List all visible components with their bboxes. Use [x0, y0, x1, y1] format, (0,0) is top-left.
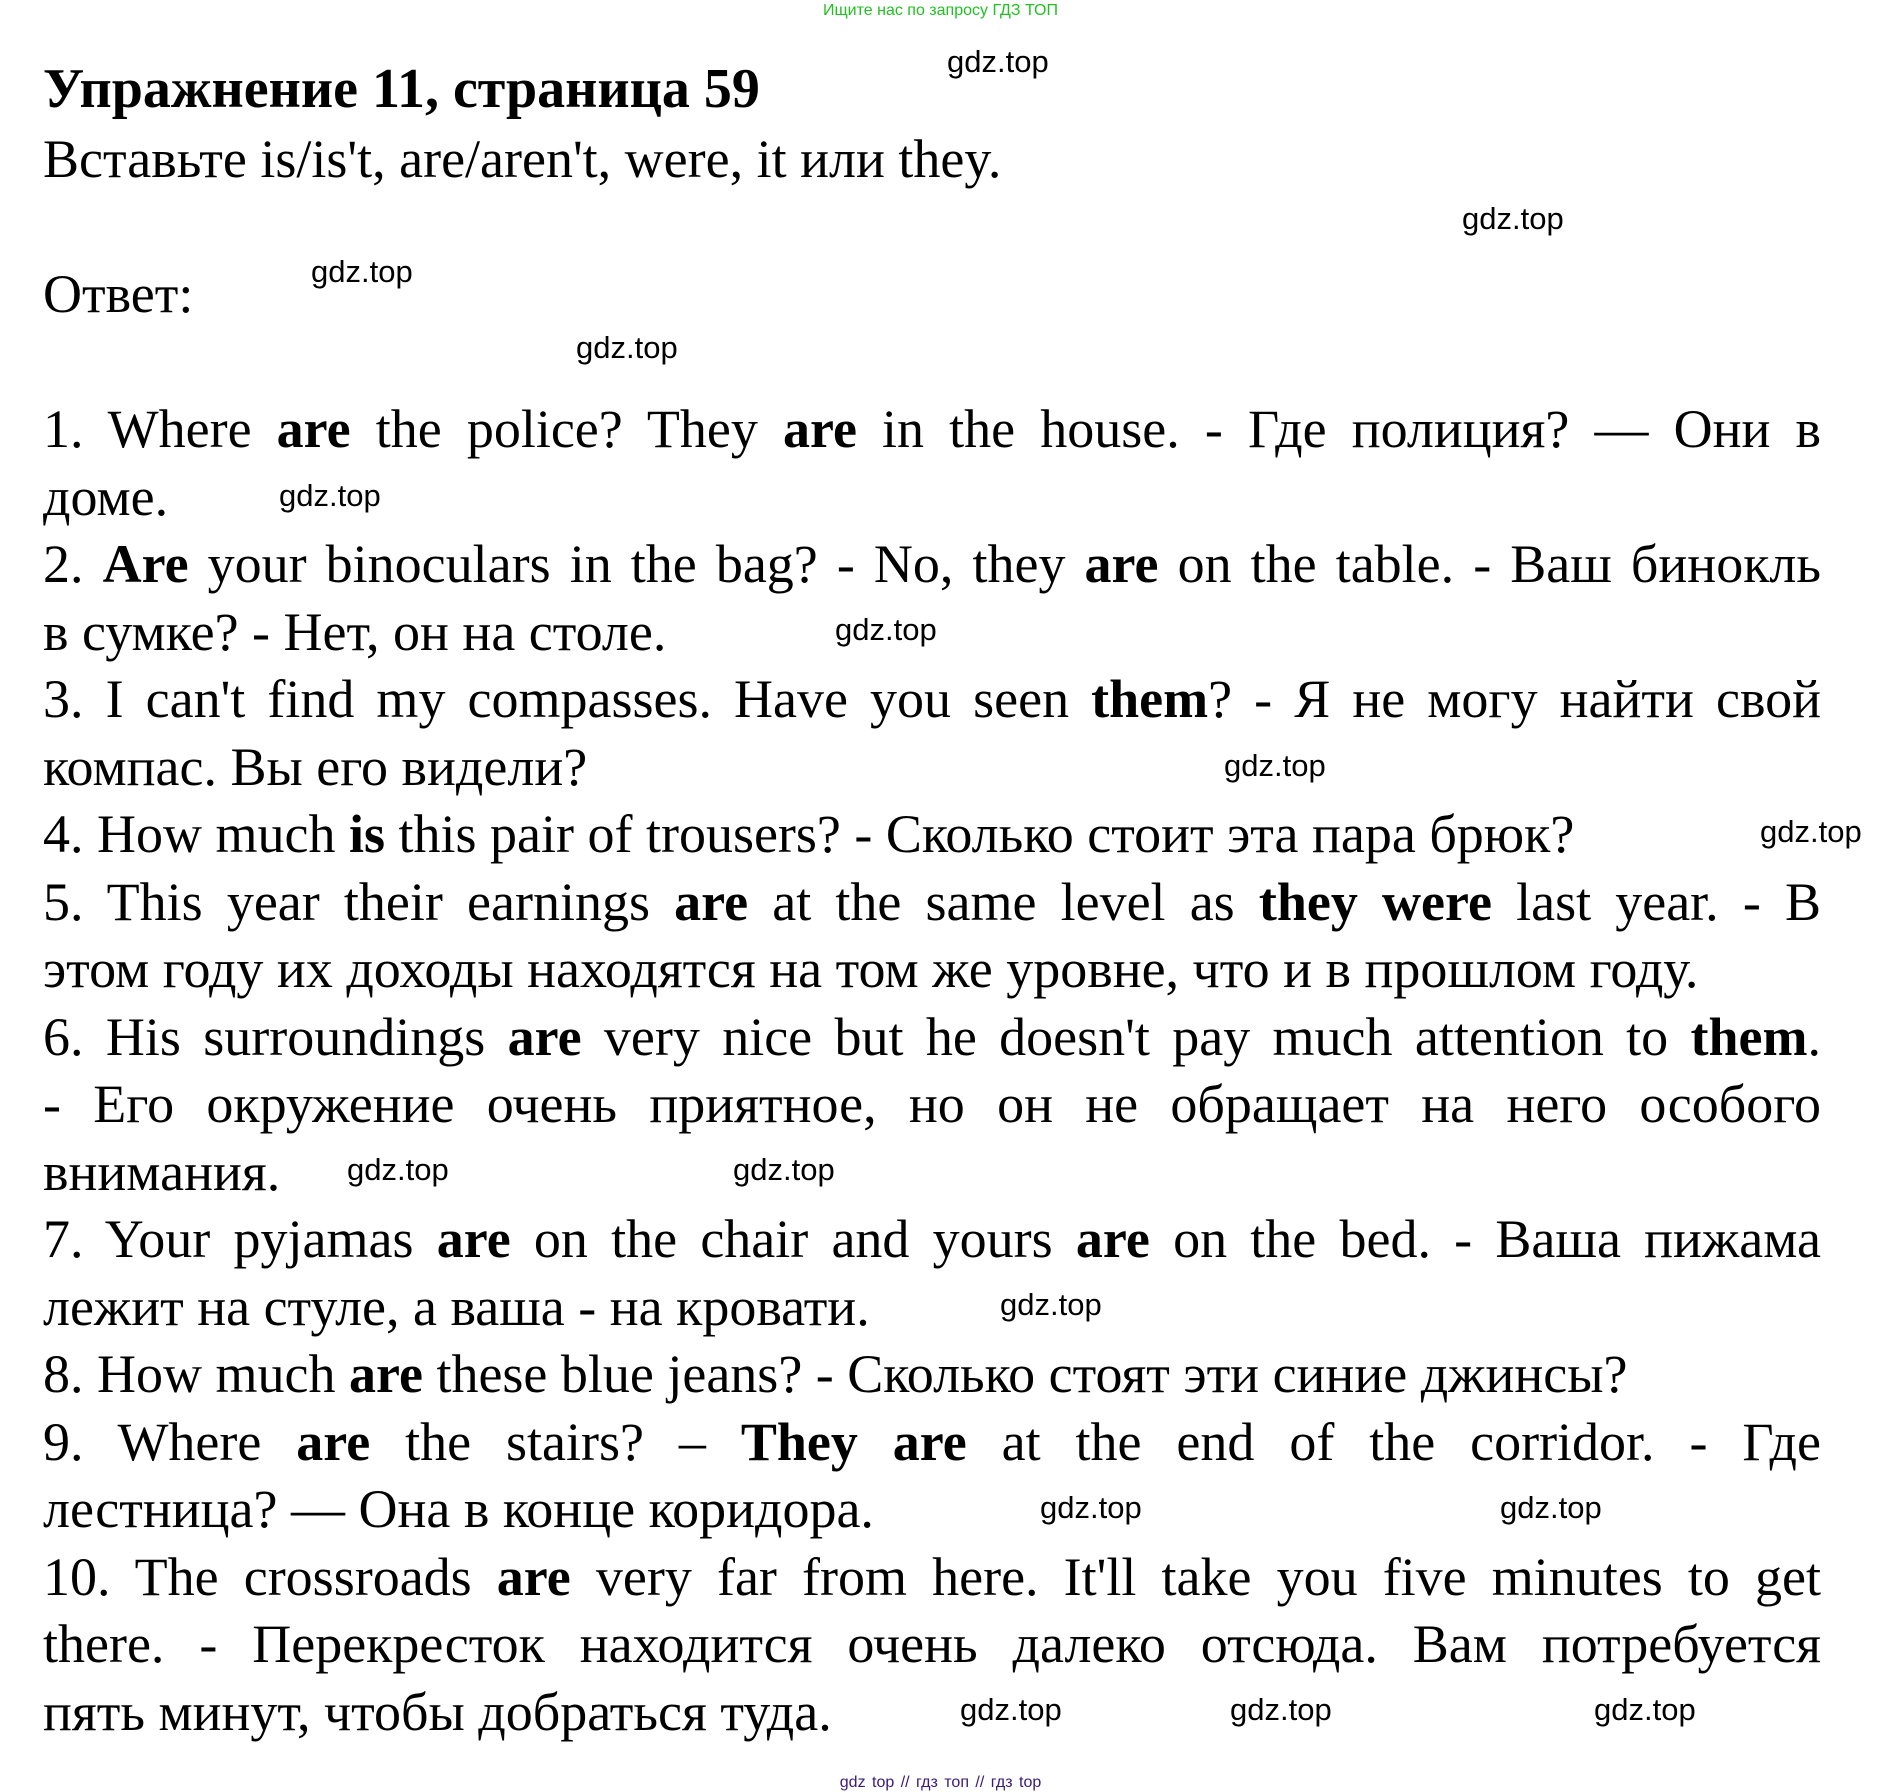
answer-highlight: They are [740, 1411, 967, 1472]
answer-segment: 2. [43, 534, 103, 594]
answer-segment: at the end of the corridor. - Где [966, 1411, 1821, 1472]
answer-segment: 5. This year their earnings [43, 871, 675, 932]
answer-highlight: is [348, 804, 385, 864]
answer-line [43, 667, 1821, 731]
watermark-text: gdz.top [1500, 1490, 1602, 1525]
answer-highlight: are [1084, 534, 1159, 594]
answer-segment: the stairs? – [370, 1411, 741, 1472]
answer-segment: there. - Перекресток находится очень далеко отсюда. Вам потребуется [43, 1614, 1821, 1674]
answer-segment: your binoculars in the bag? - No, they [188, 534, 1085, 594]
watermark-text: gdz.top [347, 1152, 449, 1187]
answer-line [43, 1410, 1821, 1474]
page-title: Упражнение 11, страница 59 [43, 58, 760, 120]
answer-segment: этом году их доходы находятся на том же уровне, что и в прошлом году. [43, 939, 1699, 999]
answer-segment: 9. Where [43, 1411, 297, 1472]
answer-line [43, 397, 1821, 461]
watermark-text: gdz.top [1760, 814, 1862, 849]
answer-highlight: are [348, 1344, 423, 1404]
watermark-text: gdz.top [1462, 201, 1564, 236]
answer-line [43, 1140, 1821, 1204]
answer-highlight: are [674, 871, 749, 932]
answer-segment: ? - Я не могу найти свой [1208, 669, 1821, 729]
exercise-instruction: Вставьте is/is't, are/aren't, were, it или they. [43, 129, 1002, 189]
answer-highlight: are [436, 1209, 511, 1269]
answer-segment: доме. [43, 466, 169, 527]
answer-segment: last year. - В [1491, 871, 1821, 932]
answer-line [43, 870, 1821, 934]
watermark-text: gdz.top [1594, 1692, 1696, 1727]
watermark-text: gdz.top [576, 330, 678, 365]
answer-segment: 10. The crossroads [43, 1546, 497, 1607]
answer-line [43, 1342, 1821, 1406]
answer-line [43, 937, 1821, 1001]
answer-segment: пять минут, чтобы добраться туда. [43, 1681, 832, 1742]
answer-highlight: are [1075, 1209, 1150, 1269]
answer-segment: 1. Where [43, 399, 277, 459]
answer-segment: at the same level as [748, 871, 1259, 932]
watermark-text: gdz.top [835, 612, 937, 647]
answer-line [43, 802, 1821, 866]
watermark-text: gdz.top [960, 1692, 1062, 1727]
watermark-text: gdz.top [311, 254, 413, 289]
answer-segment: 8. How much [43, 1344, 349, 1404]
answer-segment: лестница? — Она в конце коридора. [43, 1479, 874, 1539]
answer-line [43, 532, 1821, 596]
answer-segment: very far from here. It'll take you five minutes to get [570, 1546, 1821, 1607]
watermark-text: gdz.top [1224, 748, 1326, 783]
answer-line [43, 1005, 1821, 1069]
answer-line [43, 1207, 1821, 1271]
watermark-text: gdz.top [733, 1152, 835, 1187]
answer-segment: 4. How much [43, 804, 349, 864]
answer-highlight: they were [1258, 871, 1492, 932]
bottom-footer-text: gdz top // гдз топ // гдз top [839, 1774, 1042, 1791]
answer-highlight: are [507, 1006, 582, 1067]
watermark-text: gdz.top [279, 478, 381, 513]
answer-segment: the police? They [350, 399, 783, 459]
answer-segment: 6. His surroundings [43, 1006, 508, 1067]
answer-highlight: are [496, 1546, 571, 1607]
watermark-text: gdz.top [1040, 1490, 1142, 1525]
watermark-text: gdz.top [947, 44, 1049, 79]
answer-highlight: are [296, 1411, 371, 1472]
answer-highlight: are [276, 399, 351, 459]
answer-segment: this pair of trousers? - Сколько стоит эта пара брюк? [385, 804, 1575, 864]
answer-segment: 3. I can't find my compasses. Have you seen [43, 669, 1092, 729]
answer-highlight: are [782, 399, 857, 459]
answer-line [43, 1545, 1821, 1609]
watermark-text: gdz.top [1230, 1692, 1332, 1727]
answer-segment: - Его окружение очень приятное, но он не обращает на него особого [43, 1074, 1821, 1134]
answer-segment: компас. Вы его видели? [43, 736, 588, 797]
answer-highlight: them [1091, 669, 1209, 729]
answer-segment: in the house. - Где полиция? — Они в [856, 399, 1821, 459]
answer-line [43, 1275, 1821, 1339]
top-banner-text: Ищите нас по запросу ГДЗ ТОП [823, 2, 1058, 19]
answer-line [43, 1072, 1821, 1136]
answer-segment: внимания. [43, 1141, 281, 1202]
answer-highlight: Are [102, 534, 189, 594]
answer-line [43, 735, 1821, 799]
answer-segment: в сумке? - Нет, он на столе. [43, 601, 667, 662]
answer-line [43, 1680, 1821, 1744]
answer-segment: these blue jeans? - Сколько стоят эти синие джинсы? [422, 1344, 1628, 1404]
answer-segment: лежит на стуле, а ваша - на кровати. [43, 1276, 870, 1337]
answer-label: Ответ: [43, 264, 194, 324]
answer-segment: very nice but he doesn't pay much attention to [581, 1006, 1691, 1067]
answer-segment: on the chair and yours [510, 1209, 1076, 1269]
answer-segment: 7. Your pyjamas [43, 1209, 437, 1269]
answer-segment: on the table. - Ваш бинокль [1158, 534, 1822, 594]
answer-segment: . [1807, 1006, 1822, 1067]
answer-highlight: them [1690, 1006, 1808, 1067]
answer-segment: on the bed. - Ваша пижама [1149, 1209, 1821, 1269]
watermark-text: gdz.top [1000, 1287, 1102, 1322]
answer-line [43, 1612, 1821, 1676]
